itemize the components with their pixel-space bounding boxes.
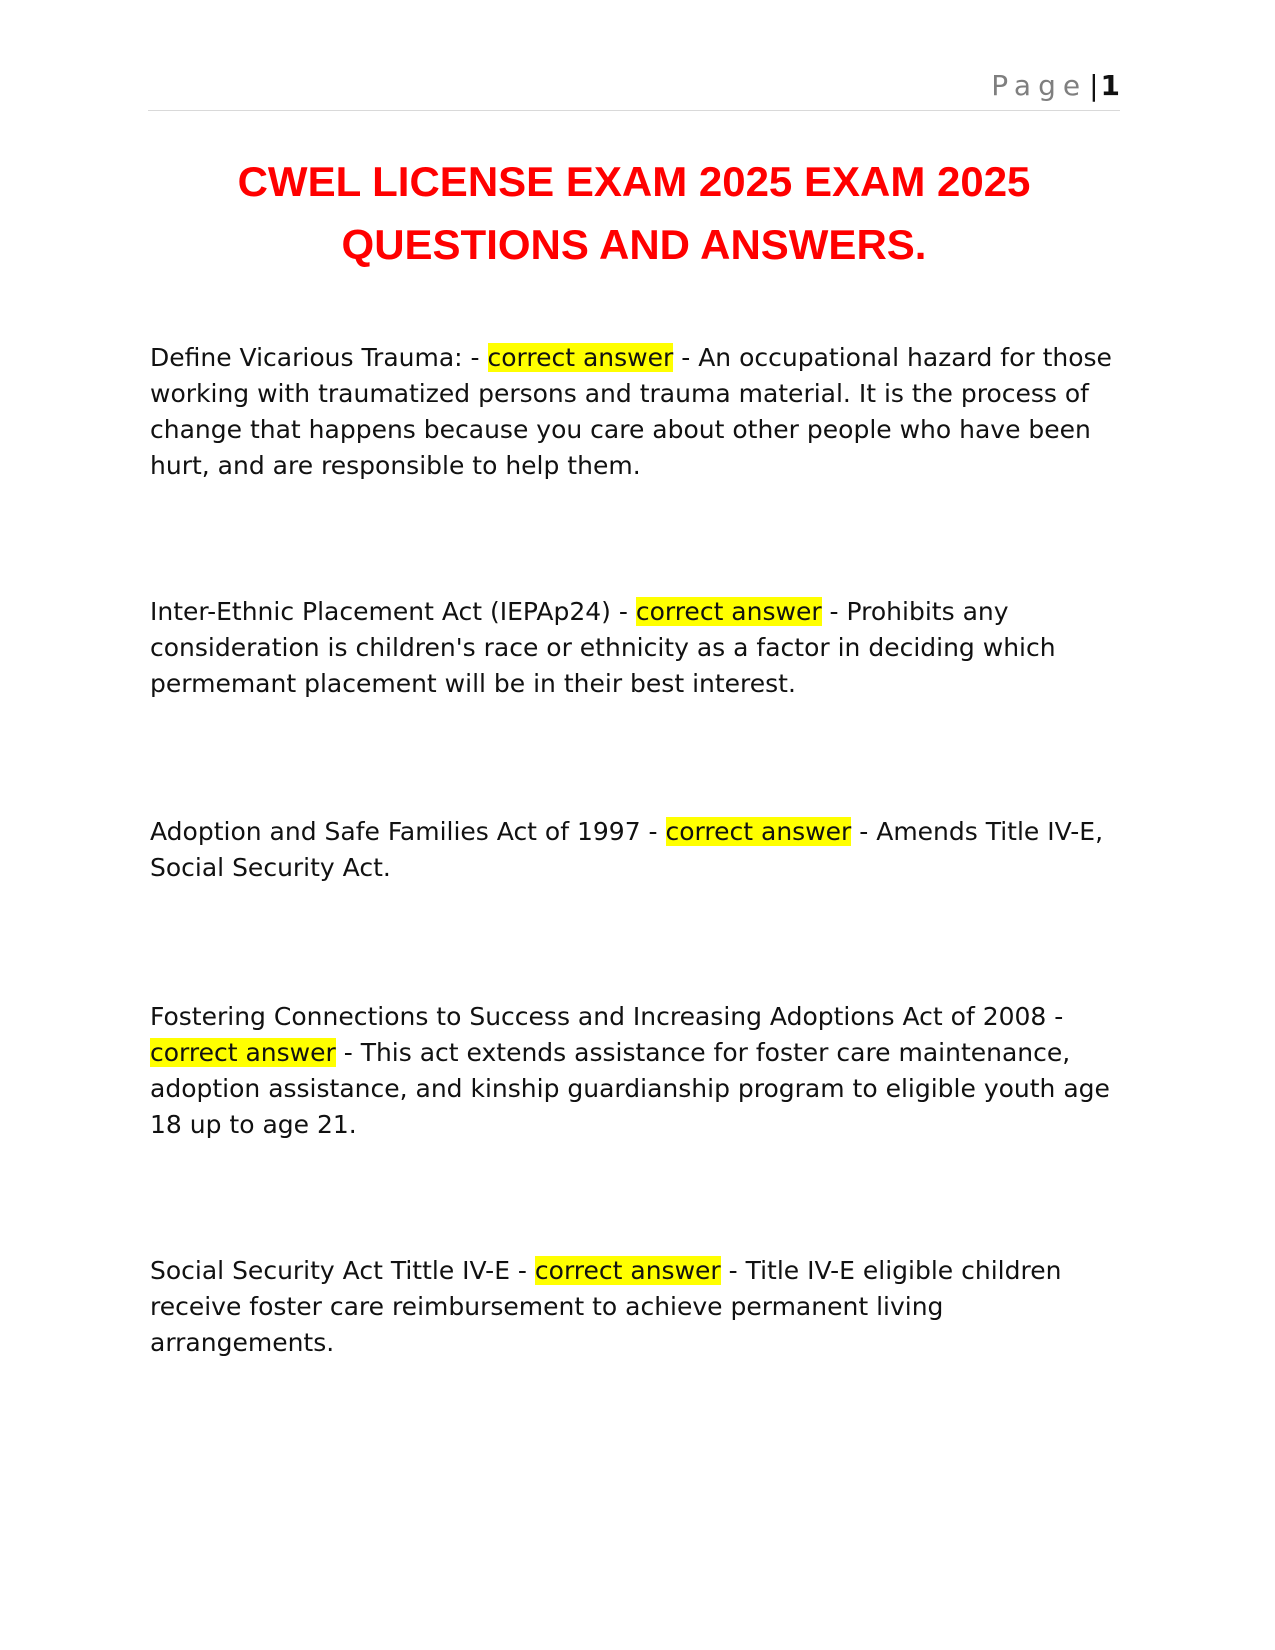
qa-entry-vicarious-trauma	[150, 340, 1125, 484]
qa-entry-adoption-safe-families-act	[150, 814, 1125, 886]
correct-answer-highlight: correct answer	[487, 343, 674, 372]
page-header	[148, 69, 1120, 111]
qa-entry-fostering-connections-act	[150, 999, 1125, 1143]
page-label: Page	[991, 69, 1088, 102]
entry-definition: - An occupational hazard for those working with traumatized persons and trauma material. It is the process of change that happens because you care about other people who have been hurt, and are responsible to help them.	[150, 343, 1112, 480]
entry-definition: - Title IV-E eligible children receive foster care reimbursement to achieve permanent living arrangements.	[150, 1256, 1062, 1357]
page-number: 1	[1100, 69, 1120, 102]
entry-definition: - This act extends assistance for foster care maintenance, adoption assistance, and kinship guardianship program to eligible youth age 18 up to age 21.	[150, 1038, 1110, 1139]
qa-entry-inter-ethnic-placement-act	[150, 594, 1125, 702]
correct-answer-highlight: correct answer	[150, 1038, 336, 1067]
correct-answer-highlight: correct answer	[635, 597, 822, 626]
entry-term: Define Vicarious Trauma: -	[150, 343, 488, 372]
correct-answer-highlight: correct answer	[534, 1256, 721, 1285]
qa-entry-social-security-title-iv-e	[150, 1253, 1125, 1361]
entry-definition: - Prohibits any consideration is children's race or ethnicity as a factor in deciding which permemant placement will be in their best interest.	[150, 597, 1056, 698]
entry-definition: - Amends Title IV-E, Social Security Act.	[150, 817, 1104, 882]
document-title: CWEL LICENSE EXAM 2025 EXAM 2025 QUESTIONS AND ANSWERS.	[237, 158, 1031, 268]
correct-answer-highlight: correct answer	[665, 817, 852, 846]
entry-term: Inter-Ethnic Placement Act (IEPAp24) -	[150, 597, 636, 626]
page-separator: |	[1089, 69, 1099, 102]
entry-term: Fostering Connections to Success and Increasing Adoptions Act of 2008 -	[150, 1002, 1064, 1031]
entry-term: Social Security Act Tittle IV-E -	[150, 1256, 535, 1285]
entry-term: Adoption and Safe Families Act of 1997 -	[150, 817, 666, 846]
